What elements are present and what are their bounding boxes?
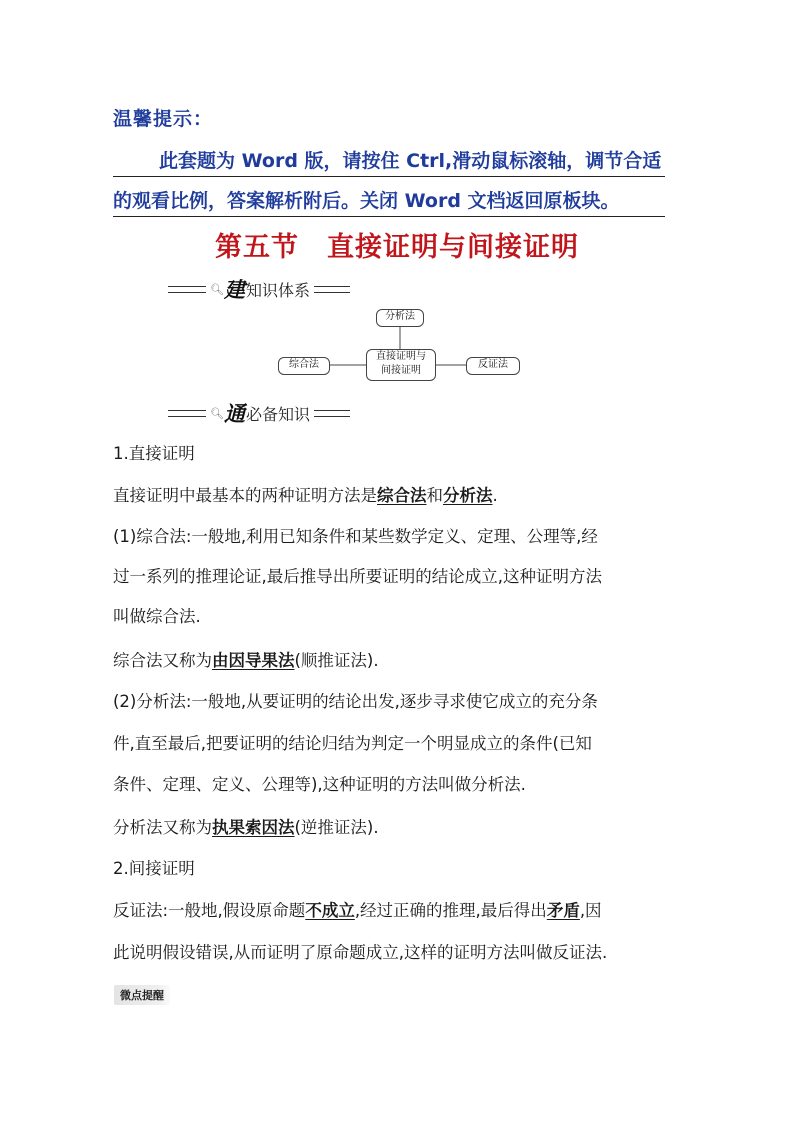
concept-diagram (270, 305, 530, 385)
page-title: 第五节 直接证明与间接证明 (215, 232, 579, 263)
term-synthesis: 综合法 (377, 486, 427, 505)
node-synthesis-method: 综合法 (278, 357, 330, 375)
node-direct-indirect-proof (366, 349, 436, 381)
magnifier-icon: 🔍︎ (210, 282, 224, 296)
node-analysis-method: 分析法 (376, 309, 424, 327)
heading-direct-proof: 1.直接证明 (113, 444, 195, 463)
tip-title: 温馨提示： (113, 108, 214, 130)
term-cause-to-effect: 由因导果法 (212, 651, 295, 670)
text: 直接证明中最基本的两种证明方法是 (113, 486, 377, 505)
section-header-essential-knowledge (168, 398, 350, 428)
term-not-hold: 不成立 (305, 901, 355, 920)
paragraph-analysis-line-2: 件,直至最后,把要证明的结论归结为判定一个明显成立的条件(已知 (113, 734, 592, 753)
paragraph-synthesis-alias (113, 647, 379, 671)
paragraph-analysis-alias (113, 814, 379, 838)
text: (顺推证法). (294, 651, 379, 670)
tip-line-1: 此套题为 Word 版，请按住 Ctrl,滑动鼠标滚轴，调节合适 (113, 146, 665, 177)
paragraph-two-methods (113, 482, 498, 506)
magnifier-icon: 🔍︎ (210, 406, 224, 420)
section-label: 知识体系 (245, 280, 310, 300)
paragraph-analysis-line-3: 条件、定理、定义、公理等),这种证明的方法叫做分析法. (113, 775, 526, 794)
paragraph-synthesis-line-3: 叫做综合法. (113, 607, 201, 626)
node-center-line-1: 直接证明与 (376, 351, 426, 362)
node-contradiction-method: 反证法 (466, 357, 520, 375)
section-label: 必备知识 (245, 404, 310, 424)
node-center-line-2: 间接证明 (381, 365, 421, 376)
text: 反证法:一般地,假设原命题 (113, 901, 306, 920)
paragraph-synthesis-line-2: 过一系列的推理论证,最后推导出所要证明的结论成立,这种证明方法 (113, 567, 602, 586)
tip-line-2: 的观看比例，答案解析附后。关闭 Word 文档返回原板块。 (113, 186, 665, 217)
text: ,经过正确的推理,最后得出 (354, 901, 547, 920)
section-glyph: 建 (223, 277, 245, 302)
text: ,因 (579, 901, 602, 920)
double-rule-right (314, 410, 350, 417)
section-glyph: 通 (223, 401, 245, 426)
text: 综合法又称为 (113, 651, 212, 670)
text: 和 (426, 486, 443, 505)
paragraph-contradiction-line-1 (113, 897, 602, 921)
paragraph-contradiction-line-2: 此说明假设错误,从而证明了原命题成立,这样的证明方法叫做反证法. (113, 943, 608, 962)
text: . (492, 486, 498, 505)
paragraph-synthesis-line-1: (1)综合法:一般地,利用已知条件和某些数学定义、定理、公理等,经 (113, 527, 598, 546)
term-contradiction: 矛盾 (546, 901, 580, 920)
double-rule-left (168, 286, 206, 293)
section-header-knowledge-system (168, 274, 350, 304)
paragraph-analysis-line-1: (2)分析法:一般地,从要证明的结论出发,逐步寻求使它成立的充分条 (113, 692, 598, 711)
tip-badge: 微点提醒 (114, 985, 170, 1005)
term-analysis: 分析法 (443, 486, 493, 505)
double-rule-left (168, 410, 206, 417)
text: (逆推证法). (294, 818, 379, 837)
term-effect-to-cause: 执果索因法 (212, 818, 295, 837)
heading-indirect-proof: 2.间接证明 (113, 859, 195, 878)
text: 分析法又称为 (113, 818, 212, 837)
double-rule-right (314, 286, 350, 293)
